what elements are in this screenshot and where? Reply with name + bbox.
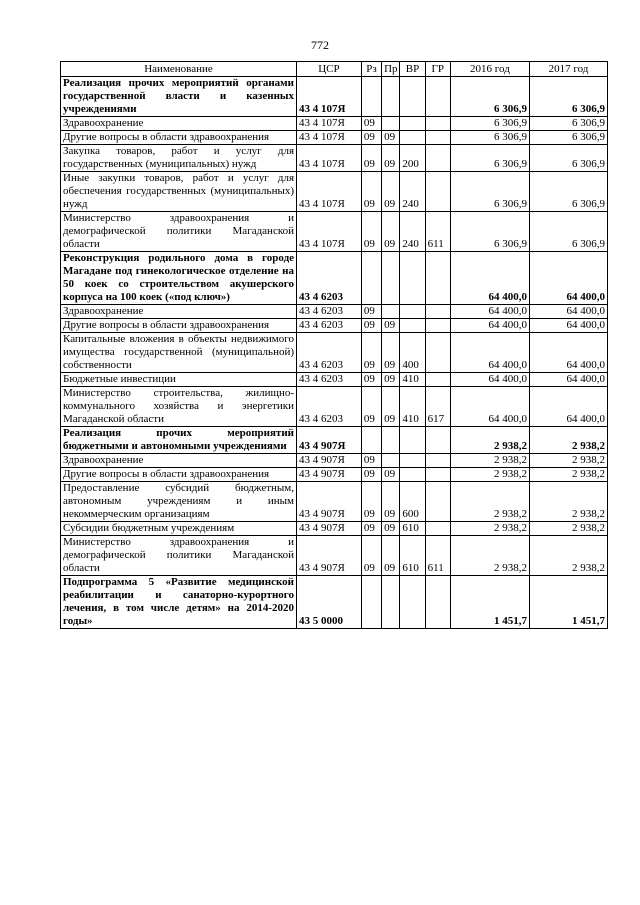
- row-pr-cell: 09: [382, 482, 400, 522]
- row-gr-cell: [425, 117, 450, 131]
- row-name-cell: Министерство здравоохранения и демографической политики Магаданской области: [61, 212, 297, 252]
- row-vr-cell: [400, 454, 425, 468]
- row-vr-cell: 410: [400, 373, 425, 387]
- row-amount-2016-cell: 64 400,0: [450, 373, 529, 387]
- table-row: [61, 252, 608, 305]
- row-gr-cell: [425, 305, 450, 319]
- row-name-cell: Другие вопросы в области здравоохранения: [61, 468, 297, 482]
- row-rz-cell: 09: [361, 468, 381, 482]
- row-name-cell: Иные закупки товаров, работ и услуг для обеспечения государственных (муниципальных) нужд: [61, 172, 297, 212]
- table-row: [61, 305, 608, 319]
- row-amount-2017-cell: 2 938,2: [529, 427, 607, 454]
- row-amount-2017-cell: 64 400,0: [529, 333, 607, 373]
- row-amount-2016-cell: 2 938,2: [450, 482, 529, 522]
- row-amount-2016-cell: 6 306,9: [450, 117, 529, 131]
- row-rz-cell: 09: [361, 373, 381, 387]
- row-pr-cell: 09: [382, 131, 400, 145]
- row-amount-2016-cell: 64 400,0: [450, 387, 529, 427]
- row-pr-cell: [382, 305, 400, 319]
- table-row: [61, 482, 608, 522]
- row-rz-cell: 09: [361, 454, 381, 468]
- row-vr-cell: [400, 305, 425, 319]
- row-pr-cell: 09: [382, 172, 400, 212]
- row-amount-2017-cell: 1 451,7: [529, 576, 607, 629]
- row-gr-cell: [425, 373, 450, 387]
- row-vr-cell: 600: [400, 482, 425, 522]
- row-amount-2017-cell: 2 938,2: [529, 482, 607, 522]
- row-name-cell: Министерство здравоохранения и демографической политики Магаданской области: [61, 536, 297, 576]
- row-vr-cell: [400, 576, 425, 629]
- row-amount-2017-cell: 64 400,0: [529, 373, 607, 387]
- row-vr-cell: [400, 319, 425, 333]
- row-name-cell: Здравоохранение: [61, 117, 297, 131]
- row-pr-cell: 09: [382, 145, 400, 172]
- row-csr-cell: 43 4 107Я: [297, 172, 362, 212]
- table-row: [61, 145, 608, 172]
- row-amount-2017-cell: 64 400,0: [529, 319, 607, 333]
- table-row: [61, 576, 608, 629]
- row-amount-2016-cell: 6 306,9: [450, 212, 529, 252]
- row-amount-2017-cell: 6 306,9: [529, 77, 607, 117]
- row-pr-cell: 09: [382, 536, 400, 576]
- row-csr-cell: 43 4 6203: [297, 319, 362, 333]
- row-vr-cell: [400, 252, 425, 305]
- table-row: [61, 117, 608, 131]
- row-pr-cell: 09: [382, 522, 400, 536]
- row-amount-2016-cell: 6 306,9: [450, 131, 529, 145]
- row-gr-cell: [425, 252, 450, 305]
- row-gr-cell: [425, 145, 450, 172]
- row-csr-cell: 43 4 907Я: [297, 454, 362, 468]
- budget-table: [60, 61, 608, 629]
- row-amount-2017-cell: 2 938,2: [529, 522, 607, 536]
- row-rz-cell: 09: [361, 482, 381, 522]
- column-header-2017: 2017 год: [529, 62, 607, 77]
- row-rz-cell: [361, 427, 381, 454]
- table-row: [61, 536, 608, 576]
- row-amount-2017-cell: 6 306,9: [529, 117, 607, 131]
- row-vr-cell: [400, 117, 425, 131]
- row-name-cell: Здравоохранение: [61, 305, 297, 319]
- row-amount-2017-cell: 2 938,2: [529, 468, 607, 482]
- row-rz-cell: 09: [361, 319, 381, 333]
- row-amount-2016-cell: 2 938,2: [450, 536, 529, 576]
- row-gr-cell: [425, 77, 450, 117]
- row-rz-cell: 09: [361, 212, 381, 252]
- row-name-cell: Министерство строительства, жилищно-коммунального хозяйства и энергетики Магаданской области: [61, 387, 297, 427]
- row-amount-2016-cell: 6 306,9: [450, 172, 529, 212]
- row-name-cell: Капитальные вложения в объекты недвижимого имущества государственной (муниципальной) собственности: [61, 333, 297, 373]
- row-gr-cell: [425, 522, 450, 536]
- row-rz-cell: 09: [361, 145, 381, 172]
- column-header-gr: ГР: [425, 62, 450, 77]
- row-name-cell: Другие вопросы в области здравоохранения: [61, 131, 297, 145]
- table-row: [61, 131, 608, 145]
- table-row: [61, 454, 608, 468]
- row-gr-cell: [425, 427, 450, 454]
- row-name-cell: Бюджетные инвестиции: [61, 373, 297, 387]
- row-csr-cell: 43 4 907Я: [297, 482, 362, 522]
- table-row: [61, 319, 608, 333]
- row-csr-cell: 43 4 107Я: [297, 212, 362, 252]
- column-header-rz: Рз: [361, 62, 381, 77]
- row-vr-cell: 610: [400, 536, 425, 576]
- row-gr-cell: 611: [425, 212, 450, 252]
- table-row: [61, 373, 608, 387]
- row-csr-cell: 43 4 107Я: [297, 117, 362, 131]
- row-name-cell: Предоставление субсидий бюджетным, автономным учреждениям и иным некоммерческим организациям: [61, 482, 297, 522]
- row-pr-cell: [382, 77, 400, 117]
- row-gr-cell: [425, 576, 450, 629]
- row-pr-cell: [382, 427, 400, 454]
- row-amount-2017-cell: 2 938,2: [529, 536, 607, 576]
- row-pr-cell: 09: [382, 373, 400, 387]
- table-row: [61, 333, 608, 373]
- row-amount-2017-cell: 6 306,9: [529, 172, 607, 212]
- row-gr-cell: [425, 319, 450, 333]
- row-gr-cell: [425, 172, 450, 212]
- column-header-name: Наименование: [61, 62, 297, 77]
- row-vr-cell: 400: [400, 333, 425, 373]
- row-name-cell: Субсидии бюджетным учреждениям: [61, 522, 297, 536]
- row-amount-2016-cell: 6 306,9: [450, 145, 529, 172]
- row-rz-cell: 09: [361, 172, 381, 212]
- row-amount-2017-cell: 64 400,0: [529, 305, 607, 319]
- row-amount-2017-cell: 6 306,9: [529, 131, 607, 145]
- table-row: [61, 172, 608, 212]
- row-csr-cell: 43 5 0000: [297, 576, 362, 629]
- row-gr-cell: [425, 333, 450, 373]
- row-rz-cell: 09: [361, 305, 381, 319]
- row-gr-cell: [425, 468, 450, 482]
- row-vr-cell: [400, 77, 425, 117]
- column-header-csr: ЦСР: [297, 62, 362, 77]
- row-rz-cell: [361, 576, 381, 629]
- table-row: [61, 77, 608, 117]
- row-amount-2016-cell: 6 306,9: [450, 77, 529, 117]
- row-pr-cell: 09: [382, 319, 400, 333]
- row-name-cell: Закупка товаров, работ и услуг для государственных (муниципальных) нужд: [61, 145, 297, 172]
- row-amount-2016-cell: 64 400,0: [450, 252, 529, 305]
- row-amount-2016-cell: 64 400,0: [450, 305, 529, 319]
- table-body: [61, 77, 608, 629]
- table-header-row: [61, 62, 608, 77]
- row-vr-cell: [400, 468, 425, 482]
- row-rz-cell: 09: [361, 536, 381, 576]
- row-vr-cell: 240: [400, 212, 425, 252]
- row-pr-cell: 09: [382, 387, 400, 427]
- row-rz-cell: 09: [361, 522, 381, 536]
- column-header-2016: 2016 год: [450, 62, 529, 77]
- row-rz-cell: 09: [361, 131, 381, 145]
- row-csr-cell: 43 4 6203: [297, 373, 362, 387]
- table-row: [61, 522, 608, 536]
- row-csr-cell: 43 4 907Я: [297, 522, 362, 536]
- row-gr-cell: [425, 131, 450, 145]
- row-gr-cell: [425, 482, 450, 522]
- row-csr-cell: 43 4 907Я: [297, 468, 362, 482]
- row-name-cell: Реализация прочих мероприятий бюджетными и автономными учреждениями: [61, 427, 297, 454]
- row-pr-cell: 09: [382, 333, 400, 373]
- row-csr-cell: 43 4 907Я: [297, 427, 362, 454]
- table-row: [61, 387, 608, 427]
- row-csr-cell: 43 4 107Я: [297, 131, 362, 145]
- row-rz-cell: 09: [361, 333, 381, 373]
- row-pr-cell: 09: [382, 468, 400, 482]
- row-csr-cell: 43 4 6203: [297, 252, 362, 305]
- row-amount-2016-cell: 1 451,7: [450, 576, 529, 629]
- row-name-cell: Здравоохранение: [61, 454, 297, 468]
- table-row: [61, 468, 608, 482]
- row-name-cell: Другие вопросы в области здравоохранения: [61, 319, 297, 333]
- table-row: [61, 427, 608, 454]
- row-amount-2016-cell: 64 400,0: [450, 333, 529, 373]
- row-amount-2017-cell: 64 400,0: [529, 252, 607, 305]
- row-gr-cell: 611: [425, 536, 450, 576]
- row-amount-2016-cell: 2 938,2: [450, 522, 529, 536]
- row-pr-cell: [382, 454, 400, 468]
- row-name-cell: Реализация прочих мероприятий органами государственной власти и казенных учреждениями: [61, 77, 297, 117]
- row-vr-cell: 200: [400, 145, 425, 172]
- row-pr-cell: [382, 252, 400, 305]
- row-csr-cell: 43 4 107Я: [297, 145, 362, 172]
- row-pr-cell: [382, 576, 400, 629]
- row-rz-cell: 09: [361, 387, 381, 427]
- row-name-cell: Подпрограмма 5 «Развитие медицинской реабилитации и санаторно-курортного лечения, в том числе детям» на 2014-2020 годы»: [61, 576, 297, 629]
- row-gr-cell: 617: [425, 387, 450, 427]
- column-header-pr: Пр: [382, 62, 400, 77]
- row-amount-2017-cell: 64 400,0: [529, 387, 607, 427]
- row-amount-2017-cell: 6 306,9: [529, 212, 607, 252]
- row-csr-cell: 43 4 6203: [297, 305, 362, 319]
- row-vr-cell: 410: [400, 387, 425, 427]
- row-pr-cell: [382, 117, 400, 131]
- table-row: [61, 212, 608, 252]
- column-header-vr: ВР: [400, 62, 425, 77]
- row-amount-2017-cell: 6 306,9: [529, 145, 607, 172]
- row-pr-cell: 09: [382, 212, 400, 252]
- row-csr-cell: 43 4 107Я: [297, 77, 362, 117]
- page-number: 772: [311, 38, 329, 52]
- row-csr-cell: 43 4 6203: [297, 333, 362, 373]
- row-amount-2016-cell: 2 938,2: [450, 454, 529, 468]
- row-csr-cell: 43 4 907Я: [297, 536, 362, 576]
- row-amount-2017-cell: 2 938,2: [529, 454, 607, 468]
- row-gr-cell: [425, 454, 450, 468]
- row-rz-cell: [361, 77, 381, 117]
- row-vr-cell: 610: [400, 522, 425, 536]
- row-vr-cell: [400, 427, 425, 454]
- row-amount-2016-cell: 2 938,2: [450, 468, 529, 482]
- row-amount-2016-cell: 2 938,2: [450, 427, 529, 454]
- row-rz-cell: [361, 252, 381, 305]
- row-vr-cell: [400, 131, 425, 145]
- row-name-cell: Реконструкция родильного дома в городе Магадане под гинекологическое отделение на 50 коек со строительством акушерского корпуса на 100 коек («под ключ»): [61, 252, 297, 305]
- row-csr-cell: 43 4 6203: [297, 387, 362, 427]
- row-vr-cell: 240: [400, 172, 425, 212]
- row-rz-cell: 09: [361, 117, 381, 131]
- row-amount-2016-cell: 64 400,0: [450, 319, 529, 333]
